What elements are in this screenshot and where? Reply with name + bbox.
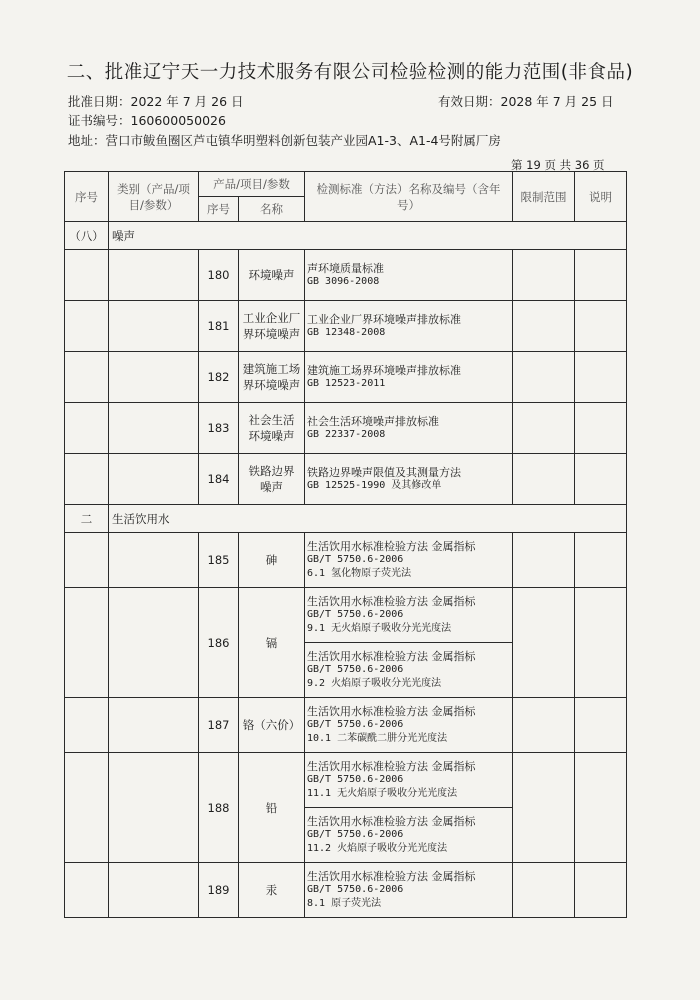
category-cell — [109, 403, 199, 454]
header-limit: 限制范围 — [513, 172, 575, 222]
limit-cell — [513, 533, 575, 588]
standard-line: 9.1 无火焰原子吸收分光光度法 — [307, 622, 452, 634]
item-name-line: 铬（六价） — [242, 718, 301, 732]
standard-line: 生活饮用水标准检验方法 金属指标 — [307, 814, 476, 828]
item-name — [239, 352, 305, 403]
standard-line: GB/T 5750.6-2006 — [307, 829, 404, 841]
note-cell — [575, 250, 627, 301]
seq-cell — [65, 698, 109, 753]
item-name — [239, 753, 305, 863]
standard-cell — [305, 588, 513, 643]
item-name-line: 界环境噪声 — [242, 327, 301, 341]
category-cell — [109, 753, 199, 863]
standard-cell — [305, 454, 513, 505]
page-number: 第 19 页 共 36 页 — [511, 158, 605, 172]
page-title: 二、批准辽宁天一力技术服务有限公司检验检测的能力范围(非食品) — [66, 62, 634, 83]
section-name: 噪声 — [109, 222, 627, 250]
header-sub-no: 序号 — [199, 197, 239, 222]
standard-line: GB 12348-2008 — [307, 327, 386, 338]
item-no: 189 — [199, 863, 239, 918]
item-no: 186 — [199, 588, 239, 698]
item-name-line: 界环境噪声 — [242, 378, 301, 392]
item-name — [239, 301, 305, 352]
header-note: 说明 — [575, 172, 627, 222]
note-cell — [575, 753, 627, 863]
limit-cell — [513, 753, 575, 863]
standard-line: 铁路边界噪声限值及其测量方法 — [307, 465, 461, 479]
item-no: 183 — [199, 403, 239, 454]
standard-line: 建筑施工场界环境噪声排放标准 — [307, 363, 461, 377]
address: 地址：营口市鲅鱼圈区芦屯镇华明塑料创新包装产业园A1-3、A1-4号附属厂房 — [68, 133, 501, 148]
category-cell — [109, 301, 199, 352]
standard-line: GB 22337-2008 — [307, 429, 386, 440]
category-cell — [109, 533, 199, 588]
header-category: 类别（产品/项目/参数） — [109, 172, 199, 222]
standard-line: 9.2 火焰原子吸收分光光度法 — [307, 677, 442, 689]
table-row — [65, 533, 627, 588]
limit-cell — [513, 403, 575, 454]
section-no: （八） — [65, 222, 109, 250]
standard-cell — [305, 301, 513, 352]
header-product-group: 产品/项目/参数 — [199, 172, 305, 197]
category-cell — [109, 863, 199, 918]
limit-cell — [513, 301, 575, 352]
standard-line: GB 12523-2011 — [307, 378, 386, 389]
standard-line: 11.1 无火焰原子吸收分光光度法 — [307, 787, 458, 799]
seq-cell — [65, 403, 109, 454]
standard-line: 生活饮用水标准检验方法 金属指标 — [307, 539, 476, 553]
seq-cell — [65, 454, 109, 505]
item-name — [239, 698, 305, 753]
item-name — [239, 863, 305, 918]
note-cell — [575, 863, 627, 918]
standard-line: 生活饮用水标准检验方法 金属指标 — [307, 594, 476, 608]
table-row — [65, 454, 627, 505]
standard-cell — [305, 352, 513, 403]
item-name — [239, 403, 305, 454]
note-cell — [575, 698, 627, 753]
standard-cell — [305, 753, 513, 808]
item-name — [239, 250, 305, 301]
seq-cell — [65, 863, 109, 918]
category-cell — [109, 250, 199, 301]
seq-cell — [65, 352, 109, 403]
approval-date: 批准日期：2022 年 7 月 26 日 — [68, 94, 244, 109]
standard-line: 生活饮用水标准检验方法 金属指标 — [307, 704, 476, 718]
capability-table — [64, 171, 627, 918]
table-row — [65, 301, 627, 352]
item-name-line: 镉 — [265, 635, 278, 650]
standard-cell — [305, 808, 513, 863]
item-name-line: 噪声 — [260, 480, 283, 494]
note-cell — [575, 533, 627, 588]
standard-line: 8.1 原子荧光法 — [307, 897, 382, 909]
header-sub-name: 名称 — [239, 197, 305, 222]
note-cell — [575, 352, 627, 403]
certificate-number: 证书编号：160600050026 — [68, 113, 226, 128]
item-name-line: 环境噪声 — [248, 268, 295, 282]
header-standard: 检测标准（方法）名称及编号（含年号） — [305, 172, 513, 222]
note-cell — [575, 403, 627, 454]
table-row — [65, 588, 627, 643]
standard-line: 声环境质量标准 — [307, 261, 384, 275]
item-no: 185 — [199, 533, 239, 588]
standard-line: GB/T 5750.6-2006 — [307, 774, 404, 786]
category-cell — [109, 352, 199, 403]
item-name-line: 社会生活 — [248, 413, 295, 427]
note-cell — [575, 588, 627, 698]
item-no: 182 — [199, 352, 239, 403]
standard-cell — [305, 863, 513, 918]
standard-cell — [305, 403, 513, 454]
standard-line: GB/T 5750.6-2006 — [307, 609, 404, 621]
standard-line: 6.1 氢化物原子荧光法 — [307, 567, 412, 579]
section-row — [65, 505, 627, 533]
note-cell — [575, 454, 627, 505]
standard-line: 社会生活环境噪声排放标准 — [307, 414, 439, 428]
item-no: 180 — [199, 250, 239, 301]
limit-cell — [513, 352, 575, 403]
limit-cell — [513, 250, 575, 301]
item-name — [239, 454, 305, 505]
standard-cell — [305, 250, 513, 301]
standard-line: GB/T 5750.6-2006 — [307, 884, 404, 896]
item-name-line: 铅 — [265, 800, 278, 815]
limit-cell — [513, 588, 575, 698]
item-name-line: 汞 — [265, 883, 278, 897]
standard-line: 生活饮用水标准检验方法 金属指标 — [307, 869, 476, 883]
standard-cell — [305, 533, 513, 588]
standard-line: GB 12525-1990 及其修改单 — [307, 480, 442, 491]
section-no: 二 — [65, 505, 109, 533]
standard-line: 11.2 火焰原子吸收分光光度法 — [307, 842, 448, 854]
item-name-line: 铁路边界 — [248, 464, 295, 478]
standard-line: GB/T 5750.6-2006 — [307, 719, 404, 731]
section-row — [65, 222, 627, 250]
standard-line: GB/T 5750.6-2006 — [307, 554, 404, 566]
item-name-line: 环境噪声 — [248, 429, 295, 443]
standard-line: 生活饮用水标准检验方法 金属指标 — [307, 759, 476, 773]
seq-cell — [65, 588, 109, 698]
item-no: 188 — [199, 753, 239, 863]
seq-cell — [65, 301, 109, 352]
seq-cell — [65, 533, 109, 588]
category-cell — [109, 588, 199, 698]
table-row — [65, 753, 627, 808]
valid-date: 有效日期：2028 年 7 月 25 日 — [438, 94, 614, 109]
limit-cell — [513, 698, 575, 753]
standard-line: GB 3096-2008 — [307, 276, 380, 287]
table-row — [65, 698, 627, 753]
item-no: 181 — [199, 301, 239, 352]
header-seq: 序号 — [65, 172, 109, 222]
limit-cell — [513, 863, 575, 918]
standard-line: 生活饮用水标准检验方法 金属指标 — [307, 649, 476, 663]
item-name — [239, 588, 305, 698]
limit-cell — [513, 454, 575, 505]
standard-cell — [305, 698, 513, 753]
item-no: 184 — [199, 454, 239, 505]
standard-line: GB/T 5750.6-2006 — [307, 664, 404, 676]
table-row — [65, 250, 627, 301]
table-row — [65, 863, 627, 918]
table-row — [65, 403, 627, 454]
seq-cell — [65, 250, 109, 301]
item-no: 187 — [199, 698, 239, 753]
category-cell — [109, 698, 199, 753]
note-cell — [575, 301, 627, 352]
standard-cell — [305, 643, 513, 698]
section-name: 生活饮用水 — [109, 505, 627, 533]
item-name-line: 砷 — [265, 553, 278, 567]
category-cell — [109, 454, 199, 505]
standard-line: 工业企业厂界环境噪声排放标准 — [307, 312, 461, 326]
item-name-line: 工业企业厂 — [242, 311, 301, 325]
table-row — [65, 352, 627, 403]
item-name — [239, 533, 305, 588]
standard-line: 10.1 二苯碳酰二肼分光光度法 — [307, 732, 448, 744]
item-name-line: 建筑施工场 — [242, 362, 301, 376]
seq-cell — [65, 753, 109, 863]
